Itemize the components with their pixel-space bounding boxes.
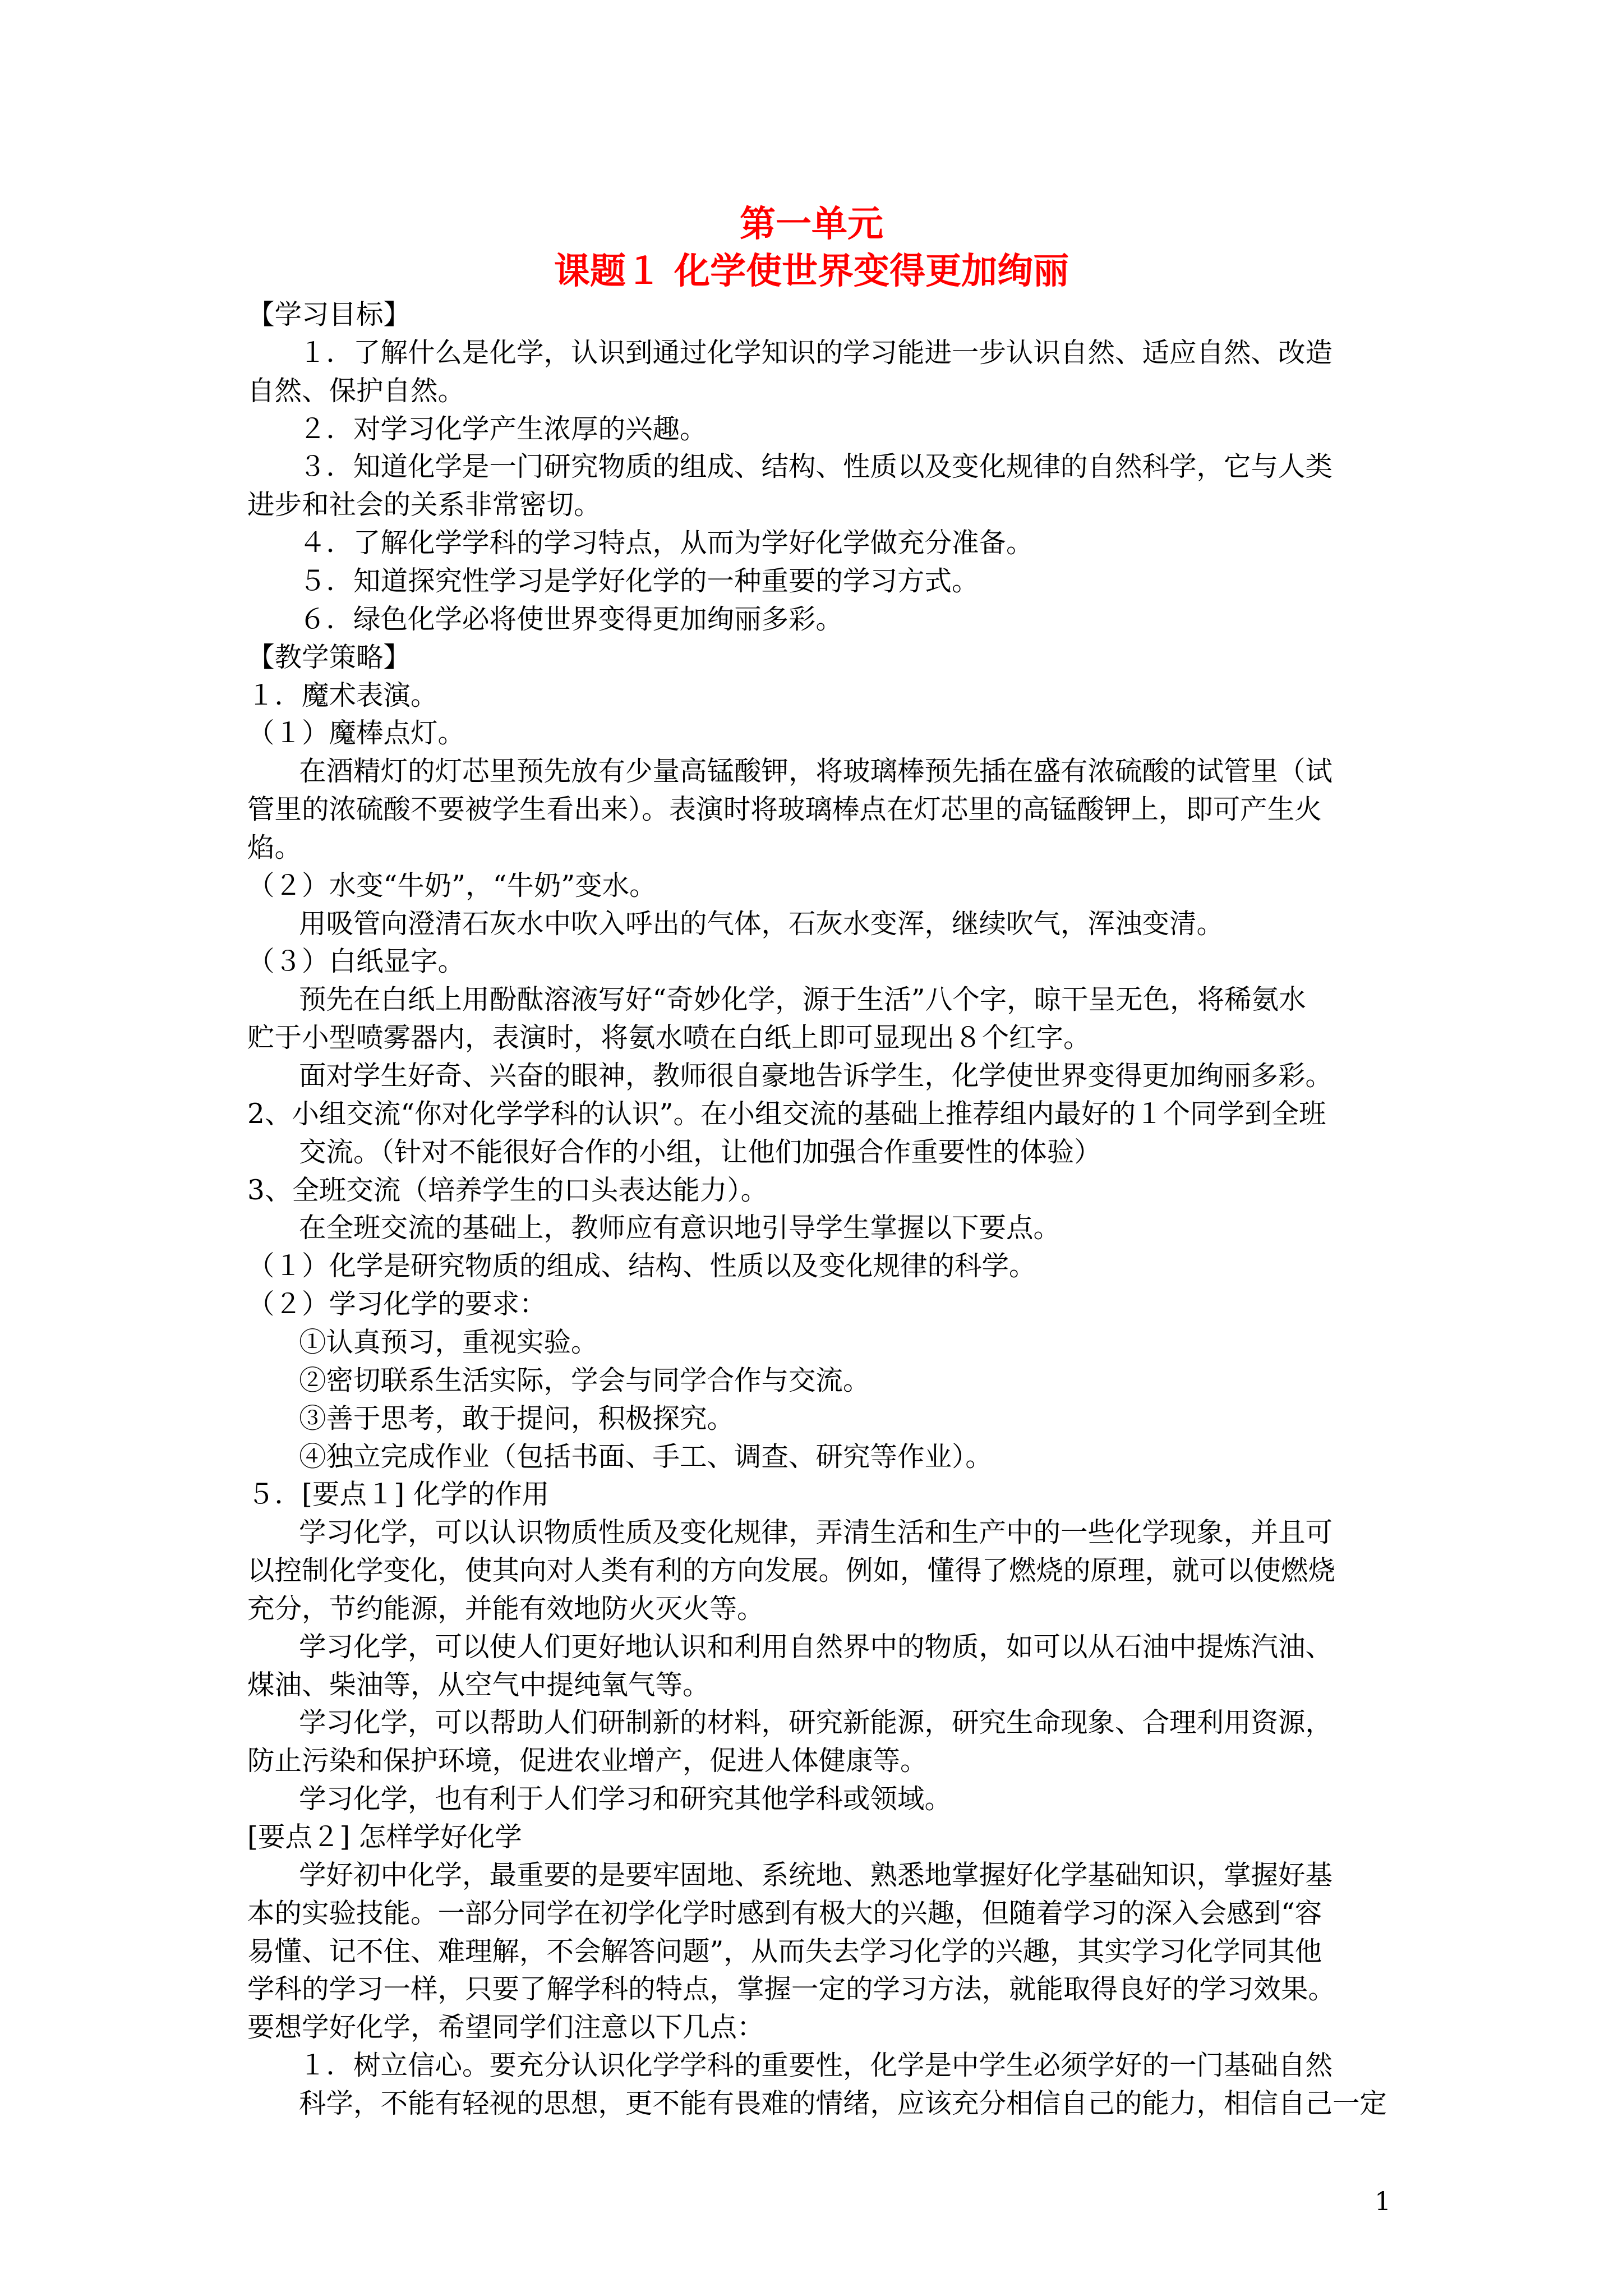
text-line: 交流。（针对不能很好合作的小组，让他们加强合作重要性的体验） [299, 1137, 1101, 1168]
text-line: 学好初中化学，最重要的是要牢固地、系统地、熟悉地掌握好化学基础知识，掌握好基 [299, 1860, 1333, 1891]
text-line: （２）学习化学的要求： [247, 1289, 547, 1320]
text-line: （１）魔棒点灯。 [247, 717, 465, 749]
text-line: 学习化学，也有利于人们学习和研究其他学科或领域。 [299, 1783, 952, 1815]
text-line: 在全班交流的基础上，教师应有意识地引导学生掌握以下要点。 [299, 1212, 1061, 1244]
text-line: ２．对学习化学产生浓厚的兴趣。 [299, 413, 707, 445]
text-line: ５．[要点１] 化学的作用 [247, 1479, 550, 1510]
text-line: ３．知道化学是一门研究物质的组成、结构、性质以及变化规律的自然科学，它与人类 [299, 451, 1333, 482]
text-line: 学习化学，可以认识物质性质及变化规律，弄清生活和生产中的一些化学现象，并且可 [299, 1517, 1333, 1548]
text-line: 煤油、柴油等，从空气中提纯氧气等。 [247, 1669, 710, 1701]
text-line: 自然、保护自然。 [247, 375, 465, 407]
text-line: ４．了解化学学科的学习特点，从而为学好化学做充分准备。 [299, 527, 1034, 559]
text-line: 学习化学，可以使人们更好地认识和利用自然界中的物质，如可以从石油中提炼汽油、 [299, 1631, 1333, 1663]
text-line: ５．知道探究性学习是学好化学的一种重要的学习方式。 [299, 565, 979, 597]
text-line: 预先在白纸上用酚酞溶液写好“奇妙化学，源于生活”八个字，晾干呈无色，将稀氨水 [299, 984, 1306, 1015]
unit-title: 第一单元 [740, 203, 883, 245]
text-line: １．魔术表演。 [247, 680, 438, 711]
text-line: 学习化学，可以帮助人们研制新的材料，研究新能源，研究生命现象、合理利用资源， [299, 1707, 1333, 1738]
text-line: ③善于思考，敢于提问，积极探究。 [299, 1403, 735, 1434]
text-line: １．树立信心。要充分认识化学学科的重要性，化学是中学生必须学好的一门基础自然 [299, 2050, 1333, 2081]
text-line: 以控制化学变化，使其向对人类有利的方向发展。例如，懂得了燃烧的原理，就可以使燃烧 [247, 1555, 1336, 1586]
page-number: 1 [1375, 2186, 1391, 2216]
text-line: 要想学好化学，希望同学们注意以下几点： [247, 2012, 764, 2043]
text-line: [要点２] 怎样学好化学 [247, 1821, 522, 1853]
text-line: 科学，不能有轻视的思想，更不能有畏难的情绪，应该充分相信自己的能力，相信自己一定 [299, 2088, 1387, 2119]
text-line: 面对学生好奇、兴奋的眼神，教师很自豪地告诉学生，化学使世界变得更加绚丽多彩。 [299, 1060, 1333, 1092]
text-line: 2、小组交流“你对化学学科的认识”。在小组交流的基础上推荐组内最好的１个同学到全班 [247, 1098, 1326, 1130]
text-line: 本的实验技能。一部分同学在初学化学时感到有极大的兴趣，但随着学习的深入会感到“容 [247, 1898, 1322, 1929]
text-line: （１）化学是研究物质的组成、结构、性质以及变化规律的科学。 [247, 1250, 1036, 1282]
text-line: 在酒精灯的灯芯里预先放有少量高锰酸钾，将玻璃棒预先插在盛有浓硫酸的试管里（试 [299, 756, 1333, 787]
text-line: 易懂、记不住、难理解，不会解答问题”，从而失去学习化学的兴趣，其实学习化学同其他 [247, 1936, 1322, 1967]
text-line: 充分，节约能源，并能有效地防火灭火等。 [247, 1593, 764, 1625]
text-line: 【教学策略】 [247, 642, 411, 673]
text-line: 【学习目标】 [247, 299, 411, 330]
text-line: 3、全班交流（培养学生的口头表达能力）。 [247, 1175, 768, 1206]
text-line: 进步和社会的关系非常密切。 [247, 489, 601, 521]
text-line: ６．绿色化学必将使世界变得更加绚丽多彩。 [299, 604, 843, 635]
text-line: ①认真预习，重视实验。 [299, 1327, 598, 1358]
text-line: ④独立完成作业（包括书面、手工、调查、研究等作业）。 [299, 1441, 993, 1473]
text-line: 学科的学习一样，只要了解学科的特点，掌握一定的学习方法，就能取得良好的学习效果。 [247, 1973, 1336, 2005]
text-line: （２）水变“牛奶”，“牛奶”变水。 [247, 870, 657, 901]
text-line: １．了解什么是化学，认识到通过化学知识的学习能进一步认识自然、适应自然、改造 [299, 337, 1333, 369]
text-line: 焰。 [247, 832, 302, 863]
text-line: ②密切联系生活实际，学会与同学合作与交流。 [299, 1365, 870, 1396]
lesson-title: 课题１ 化学使世界变得更加绚丽 [554, 250, 1069, 292]
text-line: （３）白纸显字。 [247, 946, 465, 977]
text-line: 管里的浓硫酸不要被学生看出来）。表演时将玻璃棒点在灯芯里的高锰酸钾上，即可产生火 [247, 794, 1322, 825]
text-line: 防止污染和保护环境，促进农业增产，促进人体健康等。 [247, 1745, 928, 1777]
text-line: 贮于小型喷雾器内，表演时，将氨水喷在白纸上即可显现出８个红字。 [247, 1022, 1091, 1053]
text-line: 用吸管向澄清石灰水中吹入呼出的气体，石灰水变浑，继续吹气，浑浊变清。 [299, 908, 1224, 940]
